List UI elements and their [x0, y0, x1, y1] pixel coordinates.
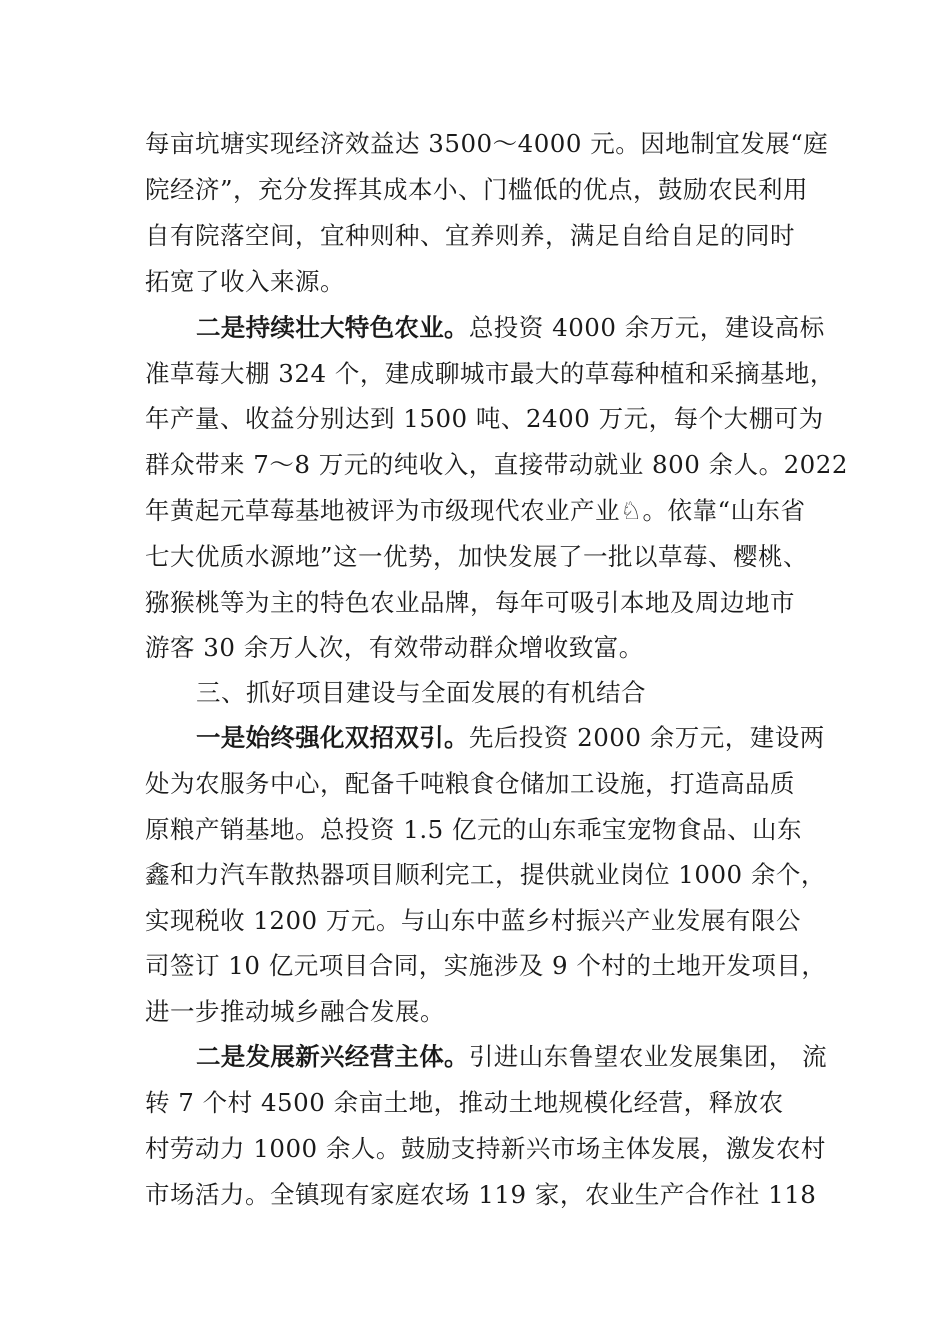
paragraph-line — [145, 951, 950, 981]
line-text: 原粮产销基地。总投资 1.5 亿元的山东乖宝宠物食品、山东 — [145, 815, 803, 844]
paragraph-line — [145, 542, 950, 572]
section-heading — [196, 678, 950, 708]
paragraph-line — [145, 450, 950, 480]
paragraph-line — [145, 267, 950, 297]
line-text: 猕猴桃等为主的特色农业品牌，每年可吸引本地及周边地市 — [145, 588, 795, 617]
paragraph-line — [145, 175, 950, 205]
line-text: 院经济”，充分发挥其成本小、门槛低的优点，鼓励农民利用 — [145, 175, 809, 204]
line-text: 拓宽了收入来源。 — [145, 267, 345, 296]
paragraph-line — [145, 588, 950, 618]
line-text: 市场活力。全镇现有家庭农场 119 家，农业生产合作社 118 — [145, 1180, 817, 1209]
line-text: 进一步推动城乡融合发展。 — [145, 997, 445, 1026]
paragraph-line — [145, 769, 950, 799]
line-text: 司签订 10 亿元项目合同，实施涉及 9 个村的土地开发项目， — [145, 951, 827, 980]
paragraph-line — [145, 496, 950, 526]
line-text: 引进山东鲁望农业发展集团， 流 — [468, 1042, 828, 1071]
paragraph-line — [145, 633, 950, 663]
paragraph-line — [145, 221, 950, 251]
line-text: 群众带来 7～8 万元的纯收入，直接带动就业 800 余人。2022 — [145, 450, 848, 479]
line-text: 鑫和力汽车散热器项目顺利完工，提供就业岗位 1000 余个， — [145, 860, 826, 889]
paragraph-line — [196, 1042, 950, 1072]
paragraph-line — [145, 906, 950, 936]
paragraph-line — [145, 815, 950, 845]
line-text: 年产量、收益分别达到 1500 吨、2400 万元，每个大棚可为 — [145, 404, 824, 433]
line-text: 自有院落空间，宜种则种、宜养则养，满足自给自足的同时 — [145, 221, 795, 250]
paragraph-line — [145, 997, 950, 1027]
paragraph-line — [145, 359, 950, 389]
line-text: 先后投资 2000 余万元，建设两 — [468, 723, 825, 752]
paragraph-line — [145, 1180, 950, 1210]
line-text: 村劳动力 1000 余人。鼓励支持新兴市场主体发展，激发农村 — [145, 1134, 826, 1163]
line-text: 转 7 个村 4500 余亩土地，推动土地规模化经营，释放农 — [145, 1088, 784, 1117]
line-text: 游客 30 余万人次，有效带动群众增收致富。 — [145, 633, 644, 662]
line-text: 处为农服务中心，配备千吨粮食仓储加工设施，打造高品质 — [145, 769, 795, 798]
line-text: 年黄起元草莓基地被评为市级现代农业产业♘。依靠“山东省 — [145, 496, 806, 525]
line-text: 总投资 4000 余万元，建设高标 — [468, 313, 825, 342]
paragraph-heading: 二是发展新兴经营主体。 — [196, 1042, 469, 1071]
paragraph-line — [145, 129, 950, 159]
section-heading-text: 三、抓好项目建设与全面发展的有机结合 — [196, 678, 646, 707]
paragraph-line — [145, 860, 950, 890]
line-text: 七大优质水源地”这一优势，加快发展了一批以草莓、樱桃、 — [145, 542, 809, 571]
paragraph-line — [196, 723, 950, 753]
line-text: 准草莓大棚 324 个，建成聊城市最大的草莓种植和采摘基地， — [145, 359, 835, 388]
paragraph-line — [196, 313, 950, 343]
line-text: 每亩坑塘实现经济效益达 3500～4000 元。因地制宜发展“庭 — [145, 129, 829, 158]
paragraph-line — [145, 1134, 950, 1164]
paragraph-line — [145, 404, 950, 434]
paragraph-line — [145, 1088, 950, 1118]
paragraph-heading: 二是持续壮大特色农业。 — [196, 313, 469, 342]
line-text: 实现税收 1200 万元。与山东中蓝乡村振兴产业发展有限公 — [145, 906, 801, 935]
paragraph-heading: 一是始终强化双招双引。 — [196, 723, 469, 752]
